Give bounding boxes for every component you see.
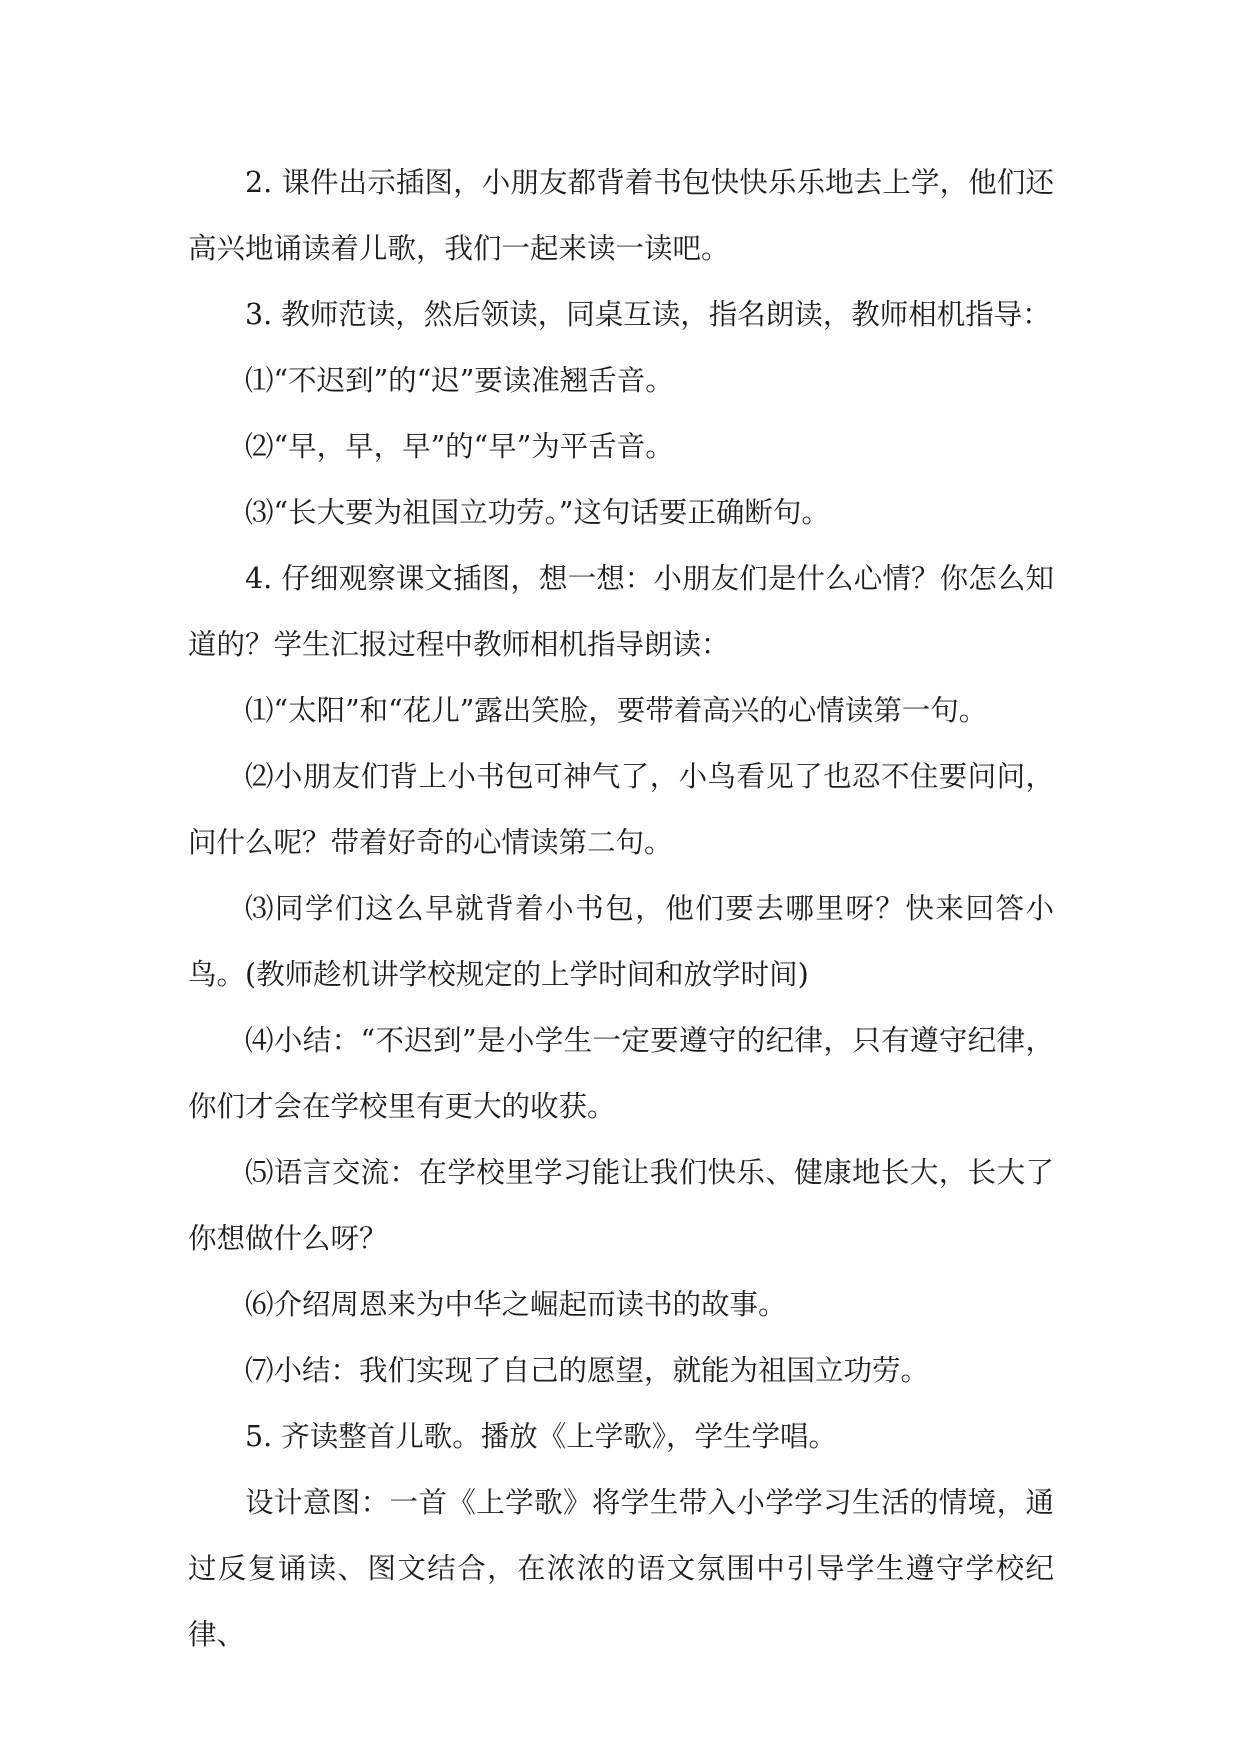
paragraph: 4. 仔细观察课文插图，想一想：小朋友们是什么心情？你怎么知道的？学生汇报过程中教师相机指导朗读： — [188, 562, 1054, 661]
paragraph: ⑴“不迟到”的“迟”要读准翘舌音。 — [245, 364, 674, 397]
paragraph: ⑵小朋友们背上小书包可神气了，小鸟看见了也忍不住要问问，问什么呢？带着好奇的心情读第二句。 — [188, 760, 1054, 859]
paragraph: ⑶“长大要为祖国立功劳。”这句话要正确断句。 — [245, 496, 830, 529]
document-page — [188, 150, 1054, 1668]
paragraph: ⑶同学们这么早就背着小书包，他们要去哪里呀？快来回答小鸟。(教师趁机讲学校规定的上学时间和放学时间) — [188, 892, 1054, 991]
paragraph: 3. 教师范读，然后领读，同桌互读，指名朗读，教师相机指导： — [245, 298, 1051, 331]
paragraph: 5. 齐读整首儿歌。播放《上学歌》，学生学唱。 — [245, 1420, 838, 1453]
paragraph: ⑷小结：“不迟到”是小学生一定要遵守的纪律，只有遵守纪律，你们才会在学校里有更大的收获。 — [188, 1024, 1054, 1123]
paragraph: ⑺小结：我们实现了自己的愿望，就能为祖国立功劳。 — [245, 1354, 930, 1387]
paragraph: ⑹介绍周恩来为中华之崛起而读书的故事。 — [245, 1288, 787, 1321]
paragraph: ⑸语言交流：在学校里学习能让我们快乐、健康地长大，长大了你想做什么呀？ — [188, 1156, 1054, 1255]
paragraph: 设计意图：一首《上学歌》将学生带入小学学习生活的情境，通过反复诵读、图文结合，在浓浓的语文氛围中引导学生遵守学校纪律、 — [188, 1486, 1054, 1651]
paragraph: ⑵“早，早，早”的“早”为平舌音。 — [245, 430, 674, 463]
paragraph: ⑴“太阳”和“花儿”露出笑脸，要带着高兴的心情读第一句。 — [245, 694, 988, 727]
paragraph: 2. 课件出示插图，小朋友都背着书包快快乐乐地去上学，他们还高兴地诵读着儿歌，我们一起来读一读吧。 — [188, 166, 1054, 265]
